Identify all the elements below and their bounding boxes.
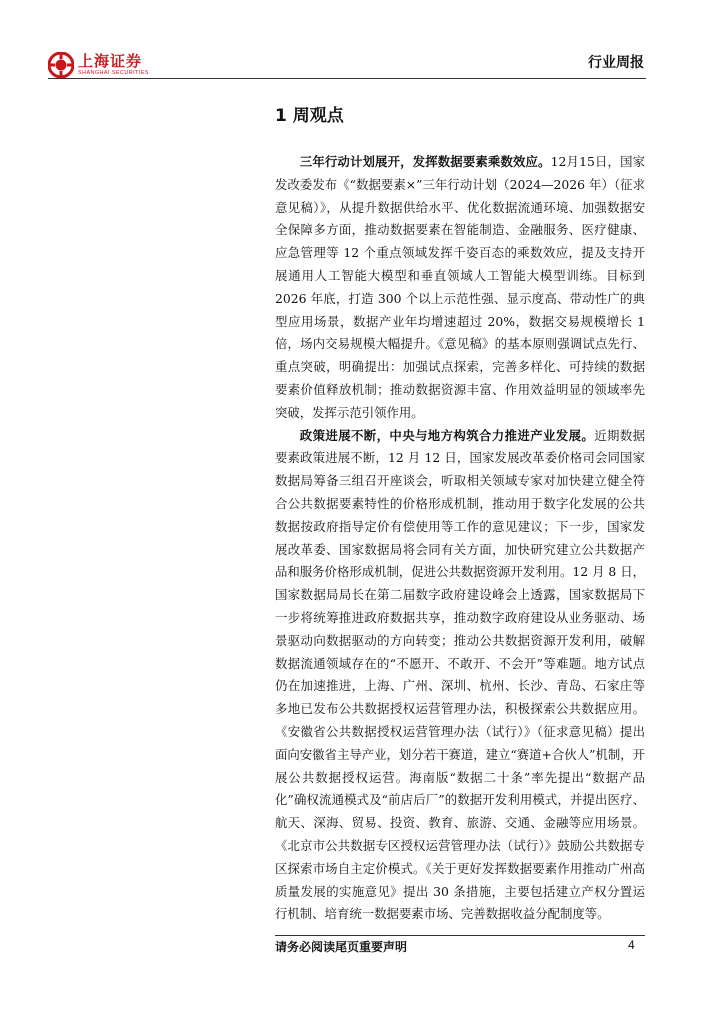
paragraph-2-lead: 政策进展不断，中央与地方构筑合力推进产业发展。 bbox=[299, 427, 595, 443]
paragraph-2-text: 近期数据要素政策进展不断，12 月 12 日，国家发展改革委价格司会同国家数据局筹备三组召开座谈会，听取相关领域专家对加快建立健全符合公共数据要素特性的价格形成机制，推动用于数字化发展的公共数据按政府指导定价有偿使用等工作的意见建议；下一步，国家发展改革委、国家数据局将会同有关方面，加快研究建立公共数据产品和服务价格形成机制，促进公共数据资源开发利用。12 月 8 日，国家数据局局长在第二届数字政府建设峰会上透露，国家数据局下一步将统筹推进政府数据共享，推动数字政府建设从业务驱动、场景驱动向数据驱动的方向转变；推动公共数据资源开发利用，破解数据流通领域存在的“不愿开、不敢开、不会开”等难题。地方试点仍在加速推进，上海、广州、深圳、杭州、长沙、青岛、石家庄等多地已发布公共数据授权运营管理办法，积极探索公共数据应用。《安徽省公共数据授权运营管理办法（试行）》（征求意见稿）提出面向安徽省主导产业，划分若干赛道，建立“赛道+合伙人”机制，开展公共数据授权运营。海南版“数据二十条”率先提出“数据产品化”确权流通模式及“前店后厂”的数据开发利用模式，并提出医疗、航天、深海、贸易、投资、教育、旅游、交通、金融等应用场景。《北京市公共数据专区授权运营管理办法（试行）》鼓励公共数据专区探索市场自主定价模式。《关于更好发挥数据要素作用推动广州高质量发展的实施意见》提出 30 条措施，主要包括建立产权分置运行机制、培育统一数据要素市场、完善数据收益分配制度等。 bbox=[275, 427, 646, 922]
logo-english-name: SHANGHAI SECURITIES bbox=[78, 70, 149, 76]
section-heading: 1 周观点 bbox=[275, 106, 344, 126]
page-number: 4 bbox=[628, 938, 635, 952]
company-logo bbox=[48, 52, 149, 78]
report-type: 行业周报 bbox=[588, 55, 644, 71]
logo-chinese-name: 上海证券 bbox=[78, 52, 143, 70]
paragraph-1-lead: 三年行动计划展开，发挥数据要素乘数效应。 bbox=[299, 154, 551, 169]
paragraph-2 bbox=[275, 425, 645, 927]
header-divider bbox=[48, 78, 646, 79]
footer-divider bbox=[275, 935, 645, 936]
page-header bbox=[0, 0, 724, 90]
disclaimer-note: 请务必阅读尾页重要声明 bbox=[275, 940, 408, 954]
shanghai-securities-logo-icon bbox=[48, 52, 74, 78]
paragraph-1-text: 12月15日，国家发改委发布《“数据要素×”三年行动计划（2024—2026 年）（征求意见稿）》，从提升数据供给水平、优化数据流通环境、加强数据安全保障多方面，推动数据要素在智能制造、金融服务、医疗健康、应急管理等 12 个重点领域发挥千姿百态的乘数效应，提及支持开展通用人工智能大模型和垂直领域人工智能大模型训练。目标到 2026 年底，打造 300 个以上示范性强、显示度高、带动性广的典型应用场景，数据产业年均增速超过 20%，数据交易规模增长 1 倍，场内交易规模大幅提升。《意见稿》的基本原则强调试点先行、重点突破，明确提出：加强试点探索，完善多样化、可持续的数据要素价值释放机制；推动数据资源丰富、作用效益明显的领域率先突破，发挥示范引领作用。 bbox=[275, 154, 645, 420]
paragraph-1 bbox=[275, 151, 645, 425]
body-text bbox=[275, 151, 645, 926]
